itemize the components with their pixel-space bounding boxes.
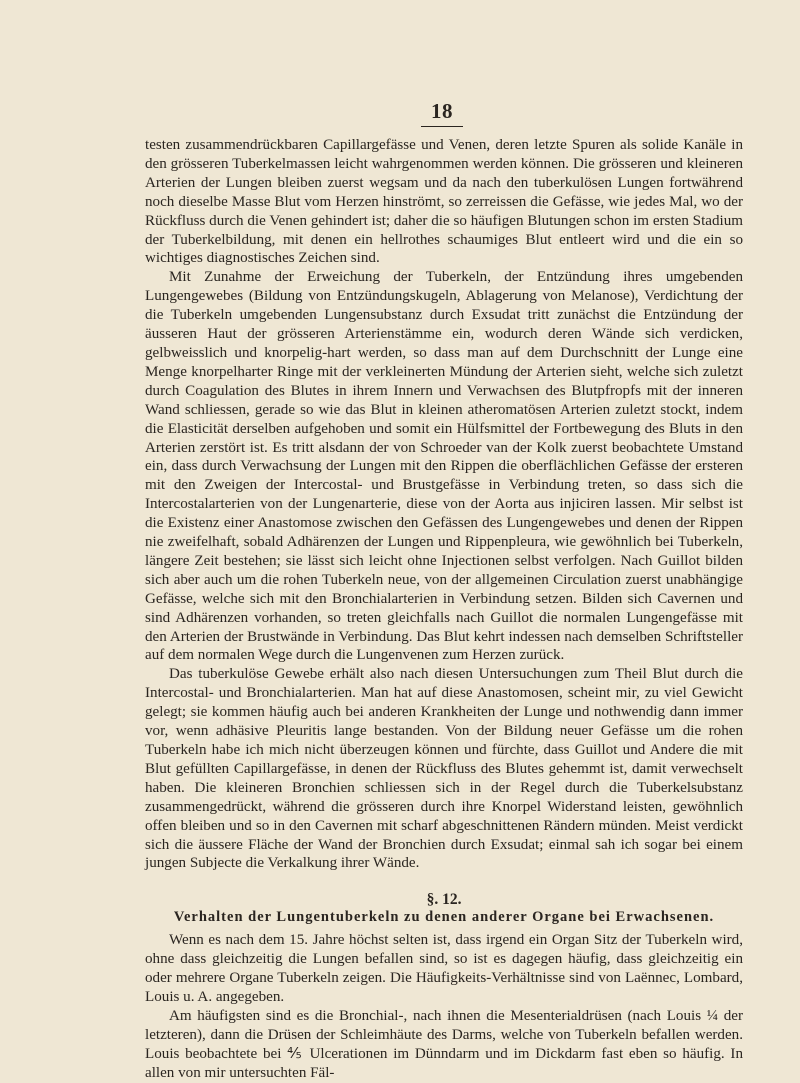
section-title: Verhalten der Lungentuberkeln zu denen anderer Organe bei Erwachsenen.: [173, 909, 715, 926]
paragraph-5: Am häufigsten sind es die Bronchial-, nach ihnen die Mesenterialdrüsen (nach Louis ¼ der letzteren), dann die Drüsen der Schleimhäute des Darms, welche von Tuberkeln befallen werden. Louis beobachtete bei ⅘ Ulcerationen im Dünndarm und im Dickdarm fast eben so häufig. In allen von mir untersuchten Fäl-: [145, 1007, 743, 1081]
paragraph-1: testen zusammendrückbaren Capillargefässe und Venen, deren letzte Spuren als solide Kanäle in den grösseren Tuberkelmassen leicht wahrgenommen werden können. Die grösseren und kleineren Arterien der Lungen bleiben zuerst wegsam und da nach den tuberkulösen Lungen fortwährend noch dieselbe Masse Blut vom Herzen hinströmt, so zerreissen die Gefässe, wie jedes Mal, wo der Rückfluss durch die Venen gehindert ist; daher die so häufigen Blutungen schon im ersten Stadium der Tuberkelbildung, mit denen ein hellrothes schaumiges Blut entleert wird und die ein so wichtiges diagnostisches Zeichen sind.: [145, 137, 743, 267]
paragraph-3: Das tuberkulöse Gewebe erhält also nach diesen Untersuchungen zum Theil Blut durch die Intercostal- und Bronchialarterien. Man hat auf diese Anastomosen, scheint mir, zu viel Gewicht gelegt; sie kommen häufig auch bei anderen Krankheiten der Lunge und nothwendig dann immer vor, wenn adhäsive Pleuritis lange bestanden. Von der Bildung neuer Gefässe um die rohen Tuberkeln habe ich mich nicht überzeugen können und fürchte, dass Guillot und Andere die mit Blut gefüllten Capillargefässe, in denen der Rückfluss des Blutes gehemmt ist, damit verwechselt haben. Die kleineren Bronchien schliessen sich in der Regel durch die Tuberkelsubstanz zusammengedrückt, während die grösseren durch ihre Knorpel Widerstand leisten, gewöhnlich offen bleiben und so in den Cavernen mit scharf abgeschnittenen Rändern münden. Meist verdickt sich die äussere Fläche der Wand der Bronchien durch Exsudat; einmal sah ich sogar bei einem jungen Subjecte die Verkalkung ihrer Wände.: [145, 666, 743, 872]
paragraph-4: Wenn es nach dem 15. Jahre höchst selten ist, dass irgend ein Organ Sitz der Tuberkeln wird, ohne dass gleichzeitig die Lungen befallen sind, so ist es dagegen häufig, dass gleichzeitig ein oder mehrere Organe Tuberkeln zeigen. Die Häufigkeits-Verhältnisse sind von Laënnec, Lombard, Louis u. A. angegeben.: [145, 932, 743, 1006]
section-number: §. 12.: [426, 891, 462, 909]
page-number: 18: [431, 99, 453, 123]
page-number-rule: [421, 126, 463, 127]
body-text: [145, 136, 743, 1083]
paragraph-2: Mit Zunahme der Erweichung der Tuberkeln, der Entzündung ihres umgebenden Lungengewebes (Bildung von Entzündungskugeln, Ablagerung von Melanose), Verdichtung der die Tuberkeln umgebenden Lungensubstanz durch Exsudat tritt zunächst die Entzündung der äusseren Haut der grösseren Arterienstämme ein, wodurch deren Wände sich verdicken, gelbweisslich und knorpelig-hart werden, so dass man auf dem Durchschnitt der Lunge eine Menge knorpelharter Ringe mit der verkleinerten Mündung der Arterien sieht, welche sich zuletzt durch Coagulation des Blutes in ihrem Innern und Verwachsen des Blutpfropfs mit der inneren Wand schliessen, gerade so wie das Blut in kleinen atheromatösen Arterien zuletzt stockt, indem die Elasticität derselben aufgehoben und somit ein Hülfsmittel der Fortbewegung des Bluts in den Arterien zerstört ist. Es tritt alsdann der von Schroeder van der Kolk zuerst beobachtete Umstand ein, dass durch Verwachsung der Lungen mit den Rippen die oberflächlichen Gefässe der ersteren mit den Zweigen der Intercostal- und Brustgefässe in Verbindung treten, so dass sich die Intercostalarterien von der Lungenarterie, diese von der Aorta aus injiciren lassen. Mir selbst ist die Existenz einer Anastomose zwischen den Gefässen des Lungengewebes und denen der Rippen nie zweifelhaft, sobald Adhärenzen der Lungen und Rippenpleura, wie gewöhnlich bei Tuberkeln, längere Zeit bestehen; sie lässt sich leicht ohne Injectionen selbst verfolgen. Nach Guillot bilden sich aber auch um die rohen Tuberkeln neue, von der allgemeinen Circulation zuerst unabhängige Gefässe, welche sich mit den Bronchialarterien in Verbindung setzen. Bilden sich Cavernen und sind Adhärenzen vorhanden, so treten gleichfalls nach Guillot die normalen Lungengefässe mit den Arterien der Brustwände in Verbindung. Das Blut kehrt indessen nach demselben Schriftsteller auf dem normalen Wege durch die Lungenvenen zum Herzen zurück.: [145, 269, 743, 664]
